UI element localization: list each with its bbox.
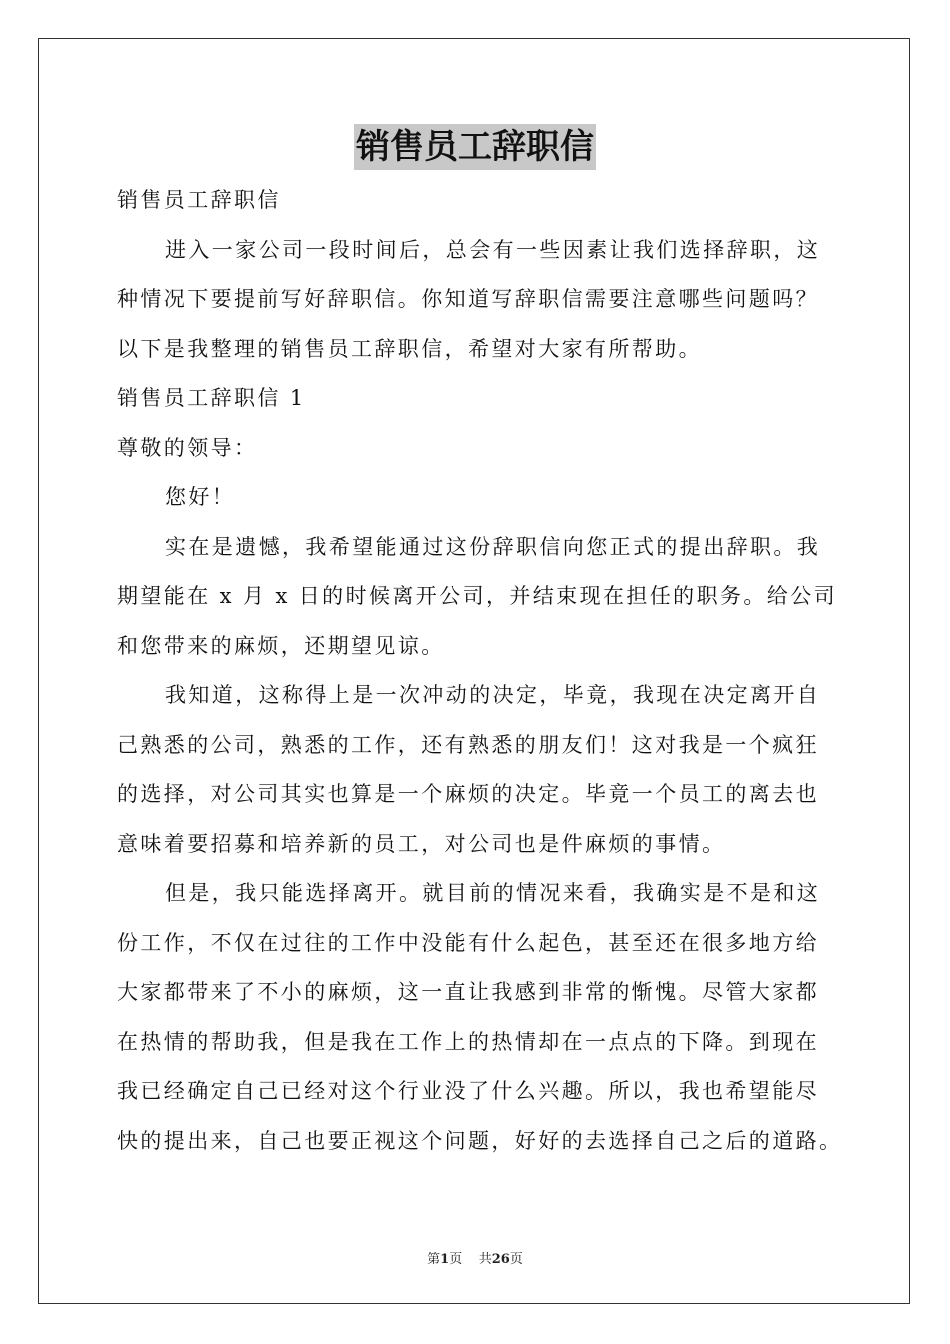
text-line: 期望能在 x 月 x 日的时候离开公司，并结束现在担任的职务。给公司 [117, 584, 837, 608]
footer-page-prefix: 第 [427, 1252, 441, 1267]
footer-page-number: 1 [440, 1252, 450, 1267]
text-line: 己熟悉的公司，熟悉的工作，还有熟悉的朋友们！这对我是一个疯狂 [117, 732, 819, 757]
text-line: 进入一家公司一段时间后，总会有一些因素让我们选择辞职，这 [165, 237, 821, 262]
text-line: 实在是遗憾，我希望能通过这份辞职信向您正式的提出辞职。我 [165, 534, 821, 559]
title-wrap [0, 124, 950, 170]
footer-page-suffix: 页 [449, 1252, 463, 1267]
text-line: 您好！ [165, 485, 236, 509]
page-footer [0, 1248, 950, 1267]
text-line: 我知道，这称得上是一次冲动的决定，毕竟，我现在决定离开自 [165, 683, 821, 707]
document-title: 销售员工辞职信 [354, 124, 596, 170]
text-line: 意味着要招募和培养新的员工，对公司也是件麻烦的事情。 [117, 831, 726, 856]
text-line: 销售员工辞职信 1 [117, 386, 306, 410]
text-line: 大家都带来了不小的麻烦，这一直让我感到非常的惭愧。尽管大家都 [117, 980, 819, 1004]
text-line: 销售员工辞职信 [117, 188, 281, 212]
text-line: 尊敬的领导： [117, 435, 258, 460]
text-line: 种情况下要提前写好辞职信。你知道写辞职信需要注意哪些问题吗？ [117, 287, 819, 311]
footer-total-suffix: 页 [509, 1252, 523, 1267]
text-line: 快的提出来，自己也要正视这个问题，好好的去选择自己之后的道路。 [117, 1128, 843, 1153]
text-line: 的选择，对公司其实也算是一个麻烦的决定。毕竟一个员工的离去也 [117, 782, 819, 806]
text-line: 以下是我整理的销售员工辞职信，希望对大家有所帮助。 [117, 336, 702, 361]
text-line: 在热情的帮助我，但是我在工作上的热情却在一点点的下降。到现在 [117, 1029, 819, 1054]
text-line: 我已经确定自己已经对这个行业没了什么兴趣。所以，我也希望能尽 [117, 1079, 819, 1103]
text-line: 和您带来的麻烦，还期望见谅。 [117, 633, 445, 658]
footer-total-pages: 26 [491, 1252, 510, 1267]
footer-total-prefix: 共 [478, 1252, 492, 1267]
document-body [117, 176, 843, 1166]
text-line: 但是，我只能选择离开。就目前的情况来看，我确实是不是和这 [165, 881, 821, 905]
text-line: 份工作，不仅在过往的工作中没能有什么起色，甚至还在很多地方给 [117, 930, 819, 955]
